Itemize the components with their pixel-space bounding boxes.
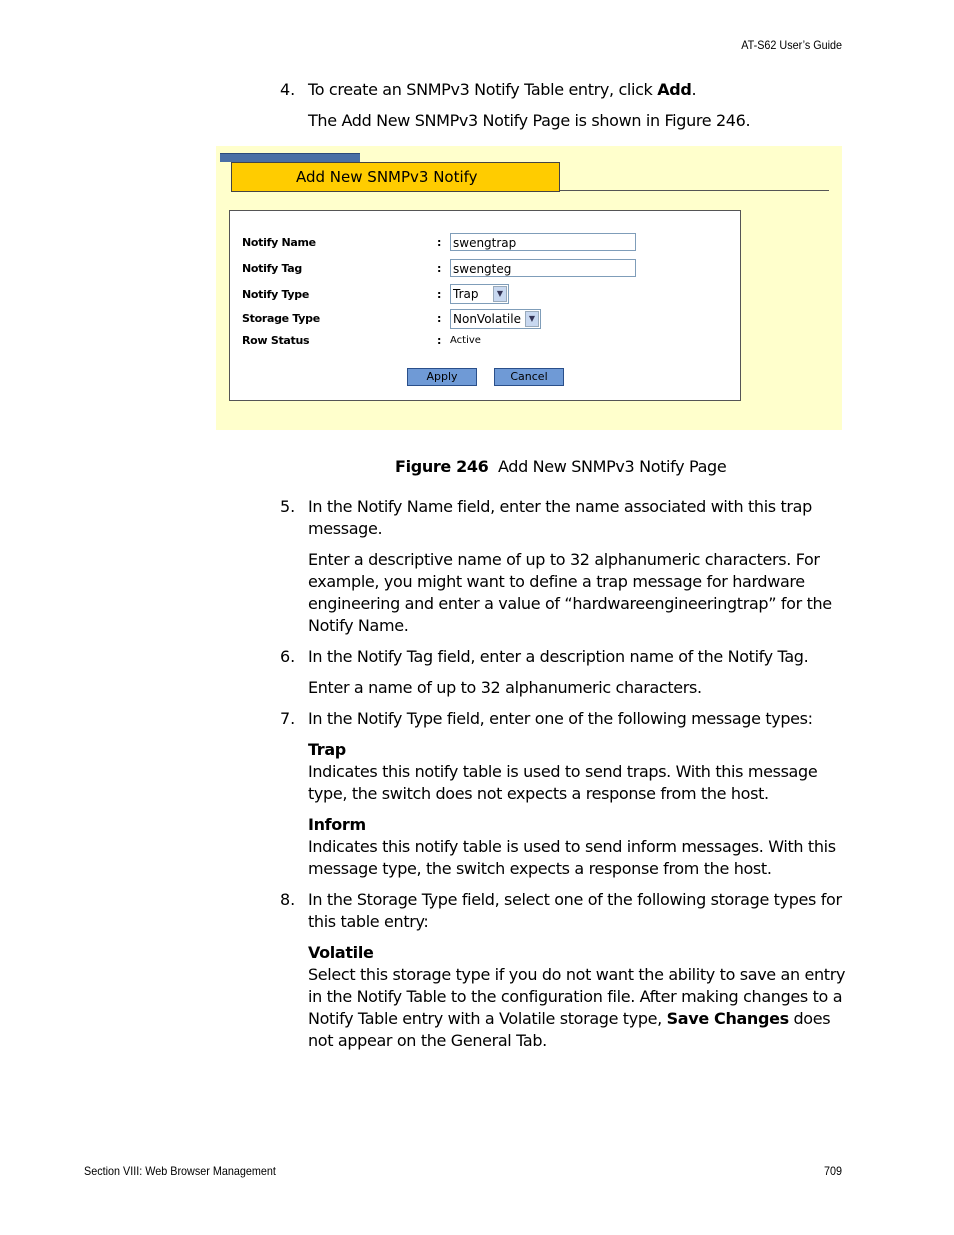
chevron-down-icon[interactable]: ▼ (525, 311, 539, 327)
row-status-value: Active (450, 335, 481, 346)
colon: : (437, 262, 442, 275)
notify-type-value: Trap (453, 287, 479, 301)
save-changes-term: Save Changes (666, 1009, 789, 1028)
step-5-number: 5. (280, 497, 296, 516)
figure-title: Add New SNMPv3 Notify (296, 168, 478, 186)
figure-title-rule (560, 190, 829, 191)
figure-title-bar (231, 162, 560, 192)
trap-description: Indicates this notify table is used to send traps. With this message type, the switch does not expects a response from the host. (308, 762, 818, 803)
add-term: Add (657, 80, 692, 99)
colon: : (437, 288, 442, 301)
notify-type-label: Notify Type (242, 288, 309, 301)
volatile-description: Select this storage type if you do not want the ability to save an entry in the Notify Table to the configuration file. After making changes to a Notify Table entry with a Volatile storage type, Save Changes does not appear on the General Tab. (308, 965, 846, 1050)
step-4-number: 4. (280, 80, 296, 99)
step-7-number: 7. (280, 709, 296, 728)
step-4-text: To create an SNMPv3 Notify Table entry, click Add. (308, 80, 697, 99)
step-6-number: 6. (280, 647, 296, 666)
notify-tag-input[interactable]: swengteg (450, 259, 636, 277)
figure-add-snmpv3-notify (216, 146, 842, 430)
step-5-text: In the Notify Name field, enter the name associated with this trap message. (308, 497, 812, 538)
notify-form-panel (229, 210, 741, 401)
notify-name-label: Notify Name (242, 236, 316, 249)
colon: : (437, 312, 442, 325)
step-4-followup: The Add New SNMPv3 Notify Page is shown in Figure 246. (308, 111, 751, 130)
notify-tag-label: Notify Tag (242, 262, 302, 275)
figure-number: Figure 246 (395, 457, 489, 476)
notify-name-input[interactable]: swengtrap (450, 233, 636, 251)
cancel-button[interactable]: Cancel (494, 368, 564, 386)
colon: : (437, 334, 442, 347)
footer-section: Section VIII: Web Browser Management (84, 1164, 276, 1178)
colon: : (437, 236, 442, 249)
notify-type-select[interactable] (450, 284, 509, 304)
inform-description: Indicates this notify table is used to send inform messages. With this message type, the switch expects a response from the host. (308, 837, 836, 878)
chevron-down-icon[interactable]: ▼ (493, 286, 507, 302)
storage-type-value: NonVolatile (453, 312, 521, 326)
figure-caption (395, 456, 726, 478)
figure-caption-text: Add New SNMPv3 Notify Page (497, 457, 727, 476)
storage-type-select[interactable] (450, 309, 541, 329)
step-5-detail: Enter a descriptive name of up to 32 alphanumeric characters. For example, you might want to define a trap message for hardware engineering and enter a value of “hardwareengineeringtrap” for the Notify Name. (308, 550, 832, 635)
step-8-number: 8. (280, 890, 296, 909)
step-8-text: In the Storage Type field, select one of the following storage types for this table entry: (308, 890, 842, 931)
step-6-text: In the Notify Tag field, enter a description name of the Notify Tag. (308, 647, 809, 666)
guide-title: AT-S62 User’s Guide (741, 38, 842, 52)
step-6-detail: Enter a name of up to 32 alphanumeric characters. (308, 678, 702, 697)
trap-term: Trap (308, 740, 346, 759)
apply-button[interactable]: Apply (407, 368, 477, 386)
figure-tab-strip (220, 153, 360, 162)
inform-term: Inform (308, 815, 366, 834)
row-status-label: Row Status (242, 334, 310, 347)
volatile-term: Volatile (308, 943, 374, 962)
page-number: 709 (823, 1164, 842, 1178)
step-7-text: In the Notify Type field, enter one of the following message types: (308, 709, 813, 728)
storage-type-label: Storage Type (242, 312, 320, 325)
